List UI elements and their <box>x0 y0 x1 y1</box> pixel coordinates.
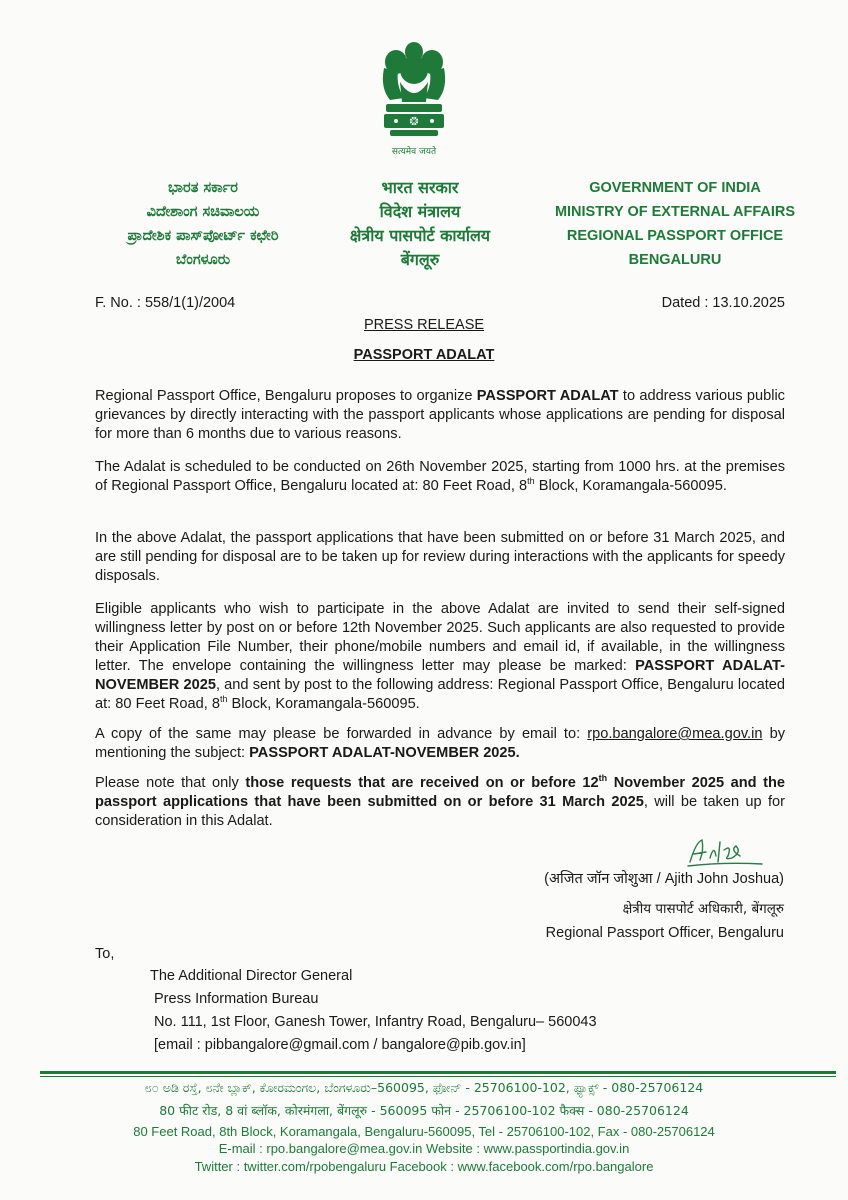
footer-social: Twitter : twitter.com/rpobengaluru Facebook : www.facebook.com/rpo.bangalore <box>194 1159 654 1174</box>
bold-text: PASSPORT ADALAT <box>476 388 619 404</box>
handwritten-signature-icon <box>684 836 764 870</box>
superscript: th <box>598 773 608 784</box>
superscript: th <box>219 694 228 705</box>
footer-divider <box>40 1071 836 1074</box>
designation-hindi: क्षेत्रीय पासपोर्ट अधिकारी, बेंगलूरु <box>622 901 784 917</box>
passport-adalat-title: PASSPORT ADALAT <box>353 347 495 363</box>
file-number: F. No. : 558/1(1)/2004 <box>95 295 236 311</box>
paragraph-4 <box>95 600 785 714</box>
header-english <box>530 176 820 272</box>
superscript: th <box>527 476 535 487</box>
text: by mentioning the subject: <box>95 726 785 761</box>
text: The Adalat is scheduled to be conducted on 26th November 2025, starting from 1000 hrs. at the premises of Regional Passport Office, Bengaluru located at: 80 Feet Road, 8 <box>95 459 785 494</box>
emblem-motto: सत्यमेव जयते <box>391 147 437 157</box>
header-kannada-line: ಪ್ರಾದೇಶಿಕ ಪಾಸ್‌ಪೋರ್ಟ್ ಕಛೇರಿ <box>127 228 279 244</box>
text: A copy of the same may please be forwarded in advance by email to: <box>95 726 588 742</box>
recipient-line: The Additional Director General <box>150 968 353 984</box>
lion-capital-icon <box>374 38 454 146</box>
recipient-line: No. 111, 1st Floor, Ganesh Tower, Infantry Road, Bengaluru– 560043 <box>154 1014 597 1030</box>
text: Regional Passport Office, Bengaluru proposes to organize <box>95 388 477 404</box>
paragraph-1 <box>95 387 785 444</box>
recipient-line: [email : pibbangalore@gmail.com / bangalore@pib.gov.in] <box>154 1037 526 1053</box>
header-kannada-line: ಬೆಂಗಳೂರು <box>175 252 231 268</box>
footer-email-website: E-mail : rpo.bangalore@mea.gov.in Website : www.passportindia.gov.in <box>218 1141 630 1156</box>
header-hindi-line: क्षेत्रीय पासपोर्ट कार्यालय <box>349 226 491 245</box>
text: Eligible applicants who wish to participate in the above Adalat are invited to send their self-signed willingness letter by post on or before 12th November 2025. Such applicants are also requested to provide their Application File Number, their phone/mobile numbers and email id, if available, in the willingness letter. The envelope containing the willingness letter may please be marked: <box>95 601 785 674</box>
footer-hindi: 80 फीट रोड, 8 वां ब्लॉक, कोरमंगला, बेंगलूरु - 560095 फोन - 25706100-102 फैक्स - 080-25706124 <box>159 1103 689 1118</box>
text: Please note that only <box>95 775 246 791</box>
bold-text: November 2025 and the passport applications that have been submitted on or before 31 March 2025 <box>95 775 786 810</box>
header-english-line: MINISTRY OF EXTERNAL AFFAIRS <box>554 204 796 220</box>
header-hindi <box>290 176 550 272</box>
header-kannada-line: ಭಾರತ ಸರ್ಕಾರ <box>168 180 238 196</box>
text: to address various public grievances by directly interacting with the passport applicants whose applications are pending for disposal for more than 6 months due to various reasons. <box>95 388 785 442</box>
text: In the above Adalat, the passport applications that have been submitted on or before 31 March 2025, and are still pending for disposal are to be taken up for review during interactions with the applicants for speedy disposals. <box>95 530 785 584</box>
footer-divider <box>40 1076 836 1077</box>
email-link[interactable]: rpo.bangalore@mea.gov.in <box>587 726 763 742</box>
designation-english: Regional Passport Officer, Bengaluru <box>545 925 784 941</box>
date: Dated : 13.10.2025 <box>661 295 785 311</box>
header-hindi-line: बेंगलूरु <box>400 250 440 269</box>
signatory-name: (अजित जॉन जोशुआ / Ajith John Joshua) <box>544 871 784 887</box>
text: , and sent by post to the following address: Regional Passport Office, Bengaluru located at: 80 Feet Road, 8 <box>95 677 785 712</box>
header-english-line: GOVERNMENT OF INDIA <box>589 180 761 196</box>
recipient-line: Press Information Bureau <box>154 991 319 1007</box>
header-hindi-line: विदेश मंत्रालय <box>379 202 461 221</box>
bold-text: PASSPORT ADALAT-NOVEMBER 2025 <box>95 658 785 693</box>
paragraph-3 <box>95 529 785 586</box>
footer-kannada: ೮೦ ಅಡಿ ರಸ್ತೆ, ೮ನೇ ಬ್ಲಾಕ್, ಕೋರಮಂಗಲ, ಬೆಂಗಳೂರು–560095, ಫೋನ್ - 25706100-102, ಫ್ಯಾಕ್ಸ್ - 080-25706124 <box>144 1080 704 1095</box>
bold-text: those requests that are received on or before 12 <box>245 775 599 791</box>
paragraph-6 <box>95 774 785 831</box>
header-english-line: BENGALURU <box>628 252 722 268</box>
press-release-title: PRESS RELEASE <box>363 317 485 333</box>
header-hindi-line: भारत सरकार <box>381 178 459 197</box>
header-english-line: REGIONAL PASSPORT OFFICE <box>566 228 784 244</box>
header-kannada-line: ವಿದೇಶಾಂಗ ಸಚಿವಾಲಯ <box>146 204 260 220</box>
paragraph-2 <box>95 458 785 496</box>
to-label: To, <box>95 946 115 962</box>
bold-text: PASSPORT ADALAT-NOVEMBER 2025. <box>249 745 520 761</box>
text: , will be taken up for consideration in this Adalat. <box>95 794 785 829</box>
national-emblem <box>366 38 462 166</box>
paragraph-5 <box>95 725 785 763</box>
footer-english: 80 Feet Road, 8th Block, Koramangala, Bengaluru-560095, Tel - 25706100-102, Fax - 080-25706124 <box>133 1124 715 1139</box>
text: Block, Koramangala-560095. <box>534 478 727 494</box>
text: Block, Koramangala-560095. <box>227 696 420 712</box>
